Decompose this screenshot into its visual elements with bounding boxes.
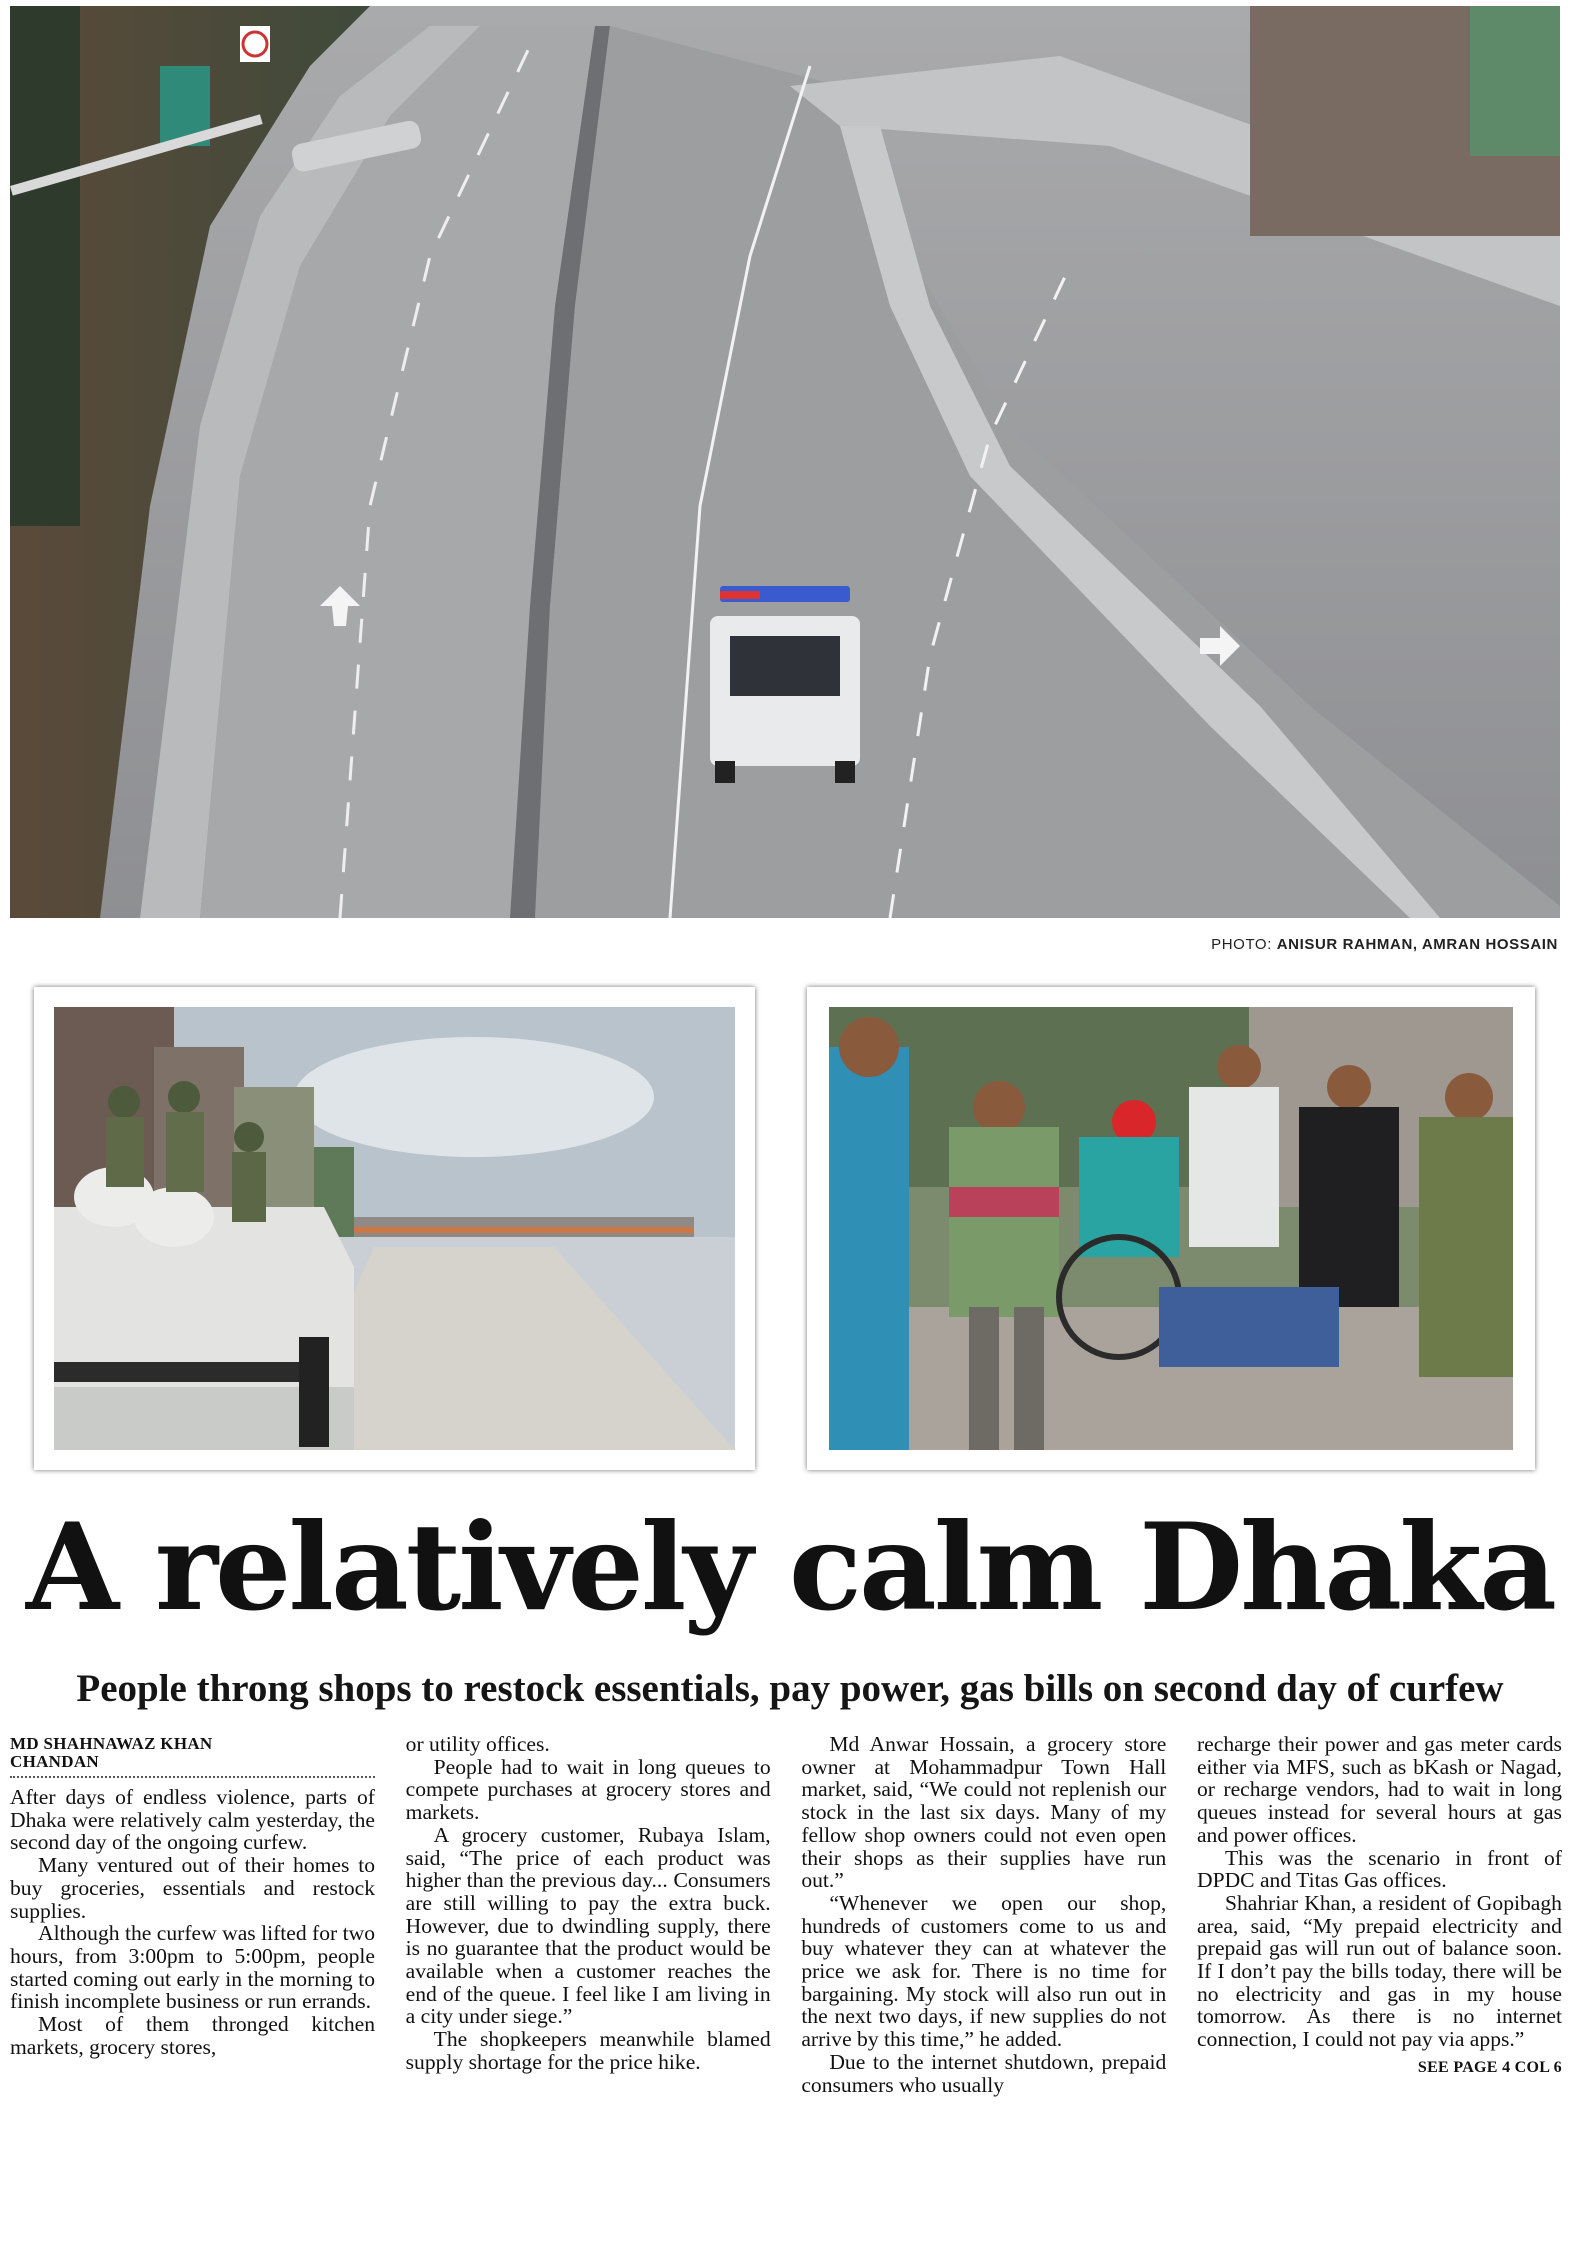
byline-divider: [10, 1776, 375, 1778]
paragraph: A grocery customer, Rubaya Islam, said, “The price of each product was higher than the previous day... Consumers are still willing to pay the extra buck. However, due to dwindling supply, there is no guarantee that the product would be available when a customer reaches the end of the queue. I feel like I am living in a city under siege.”: [405, 1822, 771, 2029]
paragraph: People had to wait in long queues to compete purchases at grocery stores and markets.: [405, 1754, 771, 1825]
paragraph: “Whenever we open our shop, hundreds of customers come to us and buy whatever they can at whatever the price we ask for. There is no time for bargaining. My stock will also run out in the next two days, if new supplies do not arrive by this time,” he added.: [801, 1890, 1167, 2052]
article-column-2: [406, 1733, 771, 2243]
paragraph: Due to the internet shutdown, prepaid consumers who usually: [801, 2049, 1167, 2097]
paragraph: Although the curfew was lifted for two hours, from 3:00pm to 5:00pm, people started coming out early in the morning to finish incomplete business or run errands.: [10, 1921, 376, 2014]
subheadline: People throng shops to restock essentials, pay power, gas bills on second day of curfew: [76, 1667, 1504, 1710]
byline: [10, 1733, 375, 1771]
paragraph: This was the scenario in front of DPDC and Titas Gas offices.: [1196, 1845, 1562, 1893]
paragraph: Md Anwar Hossain, a grocery store owner at Mohammadpur Town Hall market, said, “We could not replenish our stock in the last six days. Many of my fellow shop owners could not even open their shops as their supplies have run out.”: [801, 1732, 1167, 1893]
byline-line-1: MD SHAHNAWAZ KHAN: [10, 1734, 213, 1753]
checkpoint-illustration: [829, 1007, 1513, 1450]
paragraph: Most of them thronged kitchen markets, grocery stores,: [10, 2012, 375, 2059]
inset-photo-left: [34, 987, 755, 1470]
photo-credit: [1211, 936, 1558, 953]
flyover-illustration: [10, 6, 1560, 918]
paragraph: or utility offices.: [405, 1732, 550, 1756]
paragraph: The shopkeepers meanwhile blamed supply shortage for the price hike.: [405, 2027, 771, 2074]
photo-credit-prefix: PHOTO:: [1211, 936, 1277, 953]
headline: A relatively calm Dhaka: [25, 1497, 1555, 1638]
armoured-vehicle-illustration: [54, 1007, 735, 1450]
article-column-4: [1197, 1733, 1562, 2243]
continuation-jump: SEE PAGE 4 COL 6: [1417, 2058, 1562, 2076]
photo-credit-names: ANISUR RAHMAN, AMRAN HOSSAIN: [1276, 936, 1558, 953]
article-body: [10, 1733, 1562, 2243]
paragraph: After days of endless violence, parts of Dhaka were relatively calm yesterday, the second day of the ongoing curfew.: [10, 1785, 375, 1855]
paragraph: recharge their power and gas meter cards either via MFS, such as bKash or Nagad, or recharge vendors, had to wait in long queues instead for several hours at gas and power offices.: [1196, 1732, 1562, 1847]
paragraph: Many ventured out of their homes to buy groceries, essentials and restock supplies.: [10, 1853, 375, 1923]
byline-line-2: CHANDAN: [10, 1752, 99, 1771]
paragraph: Shahriar Khan, a resident of Gopibagh area, said, “My prepaid electricity and prepaid gas will run out of balance soon. If I don’t pay the bills today, there will be no electricity and gas in my house tomorrow. As there is no internet connection, I could not pay via apps.”: [1196, 1890, 1562, 2052]
inset-photo-right: [807, 987, 1535, 1470]
hero-photo: [10, 6, 1560, 918]
article-column-1: [10, 1733, 375, 2243]
article-column-3: [801, 1733, 1166, 2243]
